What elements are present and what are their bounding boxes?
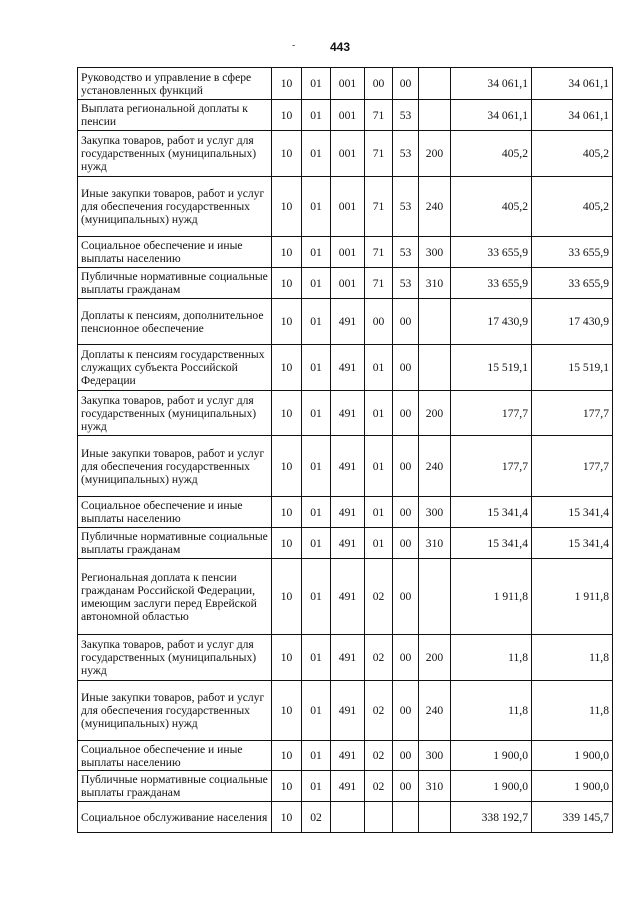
row-name-cell: Публичные нормативные социальные выплаты гражданам — [78, 771, 272, 802]
section-code-cell: 10 — [272, 559, 302, 635]
subsection-code-cell: 01 — [302, 681, 331, 741]
amount-2-cell: 11,8 — [532, 681, 613, 741]
section-code-cell: 10 — [272, 681, 302, 741]
table-row — [78, 68, 613, 100]
target-article-code-1-cell: 491 — [331, 681, 365, 741]
row-name-cell: Выплата региональной доплаты к пенсии — [78, 100, 272, 131]
row-name-cell: Социальное обеспечение и иные выплаты населению — [78, 497, 272, 528]
expense-type-code-cell: 300 — [419, 237, 451, 268]
expense-type-code-cell: 200 — [419, 635, 451, 681]
section-code-cell: 10 — [272, 802, 302, 833]
expense-type-code-cell — [419, 345, 451, 391]
amount-1-cell: 33 655,9 — [451, 268, 532, 299]
expense-type-code-cell: 300 — [419, 741, 451, 771]
target-article-code-2-cell: 00 — [365, 68, 393, 100]
target-article-code-2-cell — [365, 802, 393, 833]
amount-1-cell: 33 655,9 — [451, 237, 532, 268]
target-article-code-1-cell: 491 — [331, 741, 365, 771]
target-article-code-3-cell: 00 — [393, 771, 419, 802]
target-article-code-2-cell: 02 — [365, 559, 393, 635]
amount-1-cell: 17 430,9 — [451, 299, 532, 345]
target-article-code-1-cell: 491 — [331, 299, 365, 345]
expense-type-code-cell: 240 — [419, 681, 451, 741]
target-article-code-1-cell: 001 — [331, 100, 365, 131]
subsection-code-cell: 01 — [302, 771, 331, 802]
target-article-code-1-cell — [331, 802, 365, 833]
table-row — [78, 559, 613, 635]
subsection-code-cell: 01 — [302, 177, 331, 237]
subsection-code-cell: 01 — [302, 131, 331, 177]
amount-1-cell: 405,2 — [451, 177, 532, 237]
amount-2-cell: 15 341,4 — [532, 497, 613, 528]
target-article-code-3-cell: 00 — [393, 68, 419, 100]
row-name-cell: Доплаты к пенсиям, дополнительное пенсионное обеспечение — [78, 299, 272, 345]
subsection-code-cell: 01 — [302, 528, 331, 559]
target-article-code-1-cell: 491 — [331, 771, 365, 802]
subsection-code-cell: 01 — [302, 268, 331, 299]
amount-1-cell: 177,7 — [451, 436, 532, 497]
subsection-code-cell: 01 — [302, 345, 331, 391]
target-article-code-2-cell: 00 — [365, 299, 393, 345]
target-article-code-3-cell: 00 — [393, 635, 419, 681]
section-code-cell: 10 — [272, 497, 302, 528]
target-article-code-3-cell: 53 — [393, 177, 419, 237]
target-article-code-2-cell: 71 — [365, 268, 393, 299]
amount-2-cell: 1 900,0 — [532, 771, 613, 802]
table-row — [78, 268, 613, 299]
amount-2-cell: 405,2 — [532, 177, 613, 237]
section-code-cell: 10 — [272, 741, 302, 771]
expense-type-code-cell: 310 — [419, 771, 451, 802]
amount-2-cell: 177,7 — [532, 391, 613, 436]
amount-2-cell: 339 145,7 — [532, 802, 613, 833]
section-code-cell: 10 — [272, 299, 302, 345]
amount-1-cell: 15 519,1 — [451, 345, 532, 391]
table-row — [78, 635, 613, 681]
section-code-cell: 10 — [272, 68, 302, 100]
section-code-cell: 10 — [272, 771, 302, 802]
target-article-code-1-cell: 001 — [331, 131, 365, 177]
table-row — [78, 802, 613, 833]
row-name-cell: Иные закупки товаров, работ и услуг для обеспечения государственных (муниципальных) нужд — [78, 436, 272, 497]
section-code-cell: 10 — [272, 131, 302, 177]
section-code-cell: 10 — [272, 100, 302, 131]
amount-2-cell: 15 519,1 — [532, 345, 613, 391]
table-row — [78, 528, 613, 559]
amount-2-cell: 34 061,1 — [532, 68, 613, 100]
expense-type-code-cell: 310 — [419, 268, 451, 299]
amount-2-cell: 11,8 — [532, 635, 613, 681]
amount-2-cell: 34 061,1 — [532, 100, 613, 131]
table-row — [78, 771, 613, 802]
table-row — [78, 436, 613, 497]
target-article-code-2-cell: 01 — [365, 497, 393, 528]
target-article-code-3-cell: 00 — [393, 436, 419, 497]
amount-1-cell: 1 900,0 — [451, 741, 532, 771]
expense-type-code-cell — [419, 802, 451, 833]
target-article-code-2-cell: 01 — [365, 345, 393, 391]
target-article-code-2-cell: 71 — [365, 237, 393, 268]
target-article-code-3-cell: 00 — [393, 741, 419, 771]
section-code-cell: 10 — [272, 436, 302, 497]
target-article-code-1-cell: 491 — [331, 528, 365, 559]
target-article-code-3-cell: 00 — [393, 391, 419, 436]
amount-2-cell: 33 655,9 — [532, 237, 613, 268]
expense-type-code-cell — [419, 100, 451, 131]
target-article-code-1-cell: 491 — [331, 559, 365, 635]
target-article-code-1-cell: 001 — [331, 237, 365, 268]
amount-1-cell: 15 341,4 — [451, 497, 532, 528]
amount-1-cell: 1 900,0 — [451, 771, 532, 802]
row-name-cell: Социальное обслуживание населения — [78, 802, 272, 833]
subsection-code-cell: 01 — [302, 68, 331, 100]
amount-1-cell: 177,7 — [451, 391, 532, 436]
target-article-code-3-cell — [393, 802, 419, 833]
subsection-code-cell: 01 — [302, 497, 331, 528]
target-article-code-3-cell: 53 — [393, 237, 419, 268]
expense-type-code-cell: 300 — [419, 497, 451, 528]
table-row — [78, 100, 613, 131]
amount-1-cell: 34 061,1 — [451, 68, 532, 100]
target-article-code-2-cell: 02 — [365, 741, 393, 771]
table-row — [78, 345, 613, 391]
target-article-code-1-cell: 491 — [331, 635, 365, 681]
target-article-code-3-cell: 00 — [393, 528, 419, 559]
target-article-code-3-cell: 00 — [393, 559, 419, 635]
section-code-cell: 10 — [272, 391, 302, 436]
target-article-code-3-cell: 00 — [393, 299, 419, 345]
row-name-cell: Доплаты к пенсиям государственных служащих субъекта Российской Федерации — [78, 345, 272, 391]
target-article-code-3-cell: 00 — [393, 497, 419, 528]
target-article-code-2-cell: 02 — [365, 635, 393, 681]
table-row — [78, 681, 613, 741]
section-code-cell: 10 — [272, 528, 302, 559]
target-article-code-1-cell: 001 — [331, 68, 365, 100]
target-article-code-1-cell: 491 — [331, 391, 365, 436]
amount-1-cell: 15 341,4 — [451, 528, 532, 559]
row-name-cell: Публичные нормативные социальные выплаты гражданам — [78, 268, 272, 299]
subsection-code-cell: 01 — [302, 635, 331, 681]
amount-2-cell: 1 900,0 — [532, 741, 613, 771]
target-article-code-3-cell: 00 — [393, 681, 419, 741]
row-name-cell: Закупка товаров, работ и услуг для государственных (муниципальных) нужд — [78, 391, 272, 436]
section-code-cell: 10 — [272, 635, 302, 681]
target-article-code-2-cell: 01 — [365, 528, 393, 559]
amount-2-cell: 17 430,9 — [532, 299, 613, 345]
subsection-code-cell: 01 — [302, 299, 331, 345]
amount-1-cell: 11,8 — [451, 681, 532, 741]
table-row — [78, 497, 613, 528]
budget-table-body — [78, 68, 613, 833]
table-row — [78, 391, 613, 436]
target-article-code-3-cell: 53 — [393, 131, 419, 177]
row-name-cell: Иные закупки товаров, работ и услуг для обеспечения государственных (муниципальных) нужд — [78, 681, 272, 741]
amount-2-cell: 177,7 — [532, 436, 613, 497]
subsection-code-cell: 01 — [302, 741, 331, 771]
target-article-code-1-cell: 491 — [331, 436, 365, 497]
table-row — [78, 131, 613, 177]
amount-2-cell: 15 341,4 — [532, 528, 613, 559]
expense-type-code-cell: 200 — [419, 131, 451, 177]
section-code-cell: 10 — [272, 237, 302, 268]
target-article-code-2-cell: 01 — [365, 391, 393, 436]
row-name-cell: Социальное обеспечение и иные выплаты населению — [78, 237, 272, 268]
row-name-cell: Иные закупки товаров, работ и услуг для обеспечения государственных (муниципальных) нужд — [78, 177, 272, 237]
expense-type-code-cell: 240 — [419, 177, 451, 237]
row-name-cell: Закупка товаров, работ и услуг для государственных (муниципальных) нужд — [78, 131, 272, 177]
section-code-cell: 10 — [272, 268, 302, 299]
amount-1-cell: 11,8 — [451, 635, 532, 681]
expense-type-code-cell — [419, 68, 451, 100]
amount-2-cell: 405,2 — [532, 131, 613, 177]
subsection-code-cell: 01 — [302, 237, 331, 268]
target-article-code-2-cell: 71 — [365, 131, 393, 177]
expense-type-code-cell: 200 — [419, 391, 451, 436]
row-name-cell: Региональная доплата к пенсии гражданам Российской Федерации, имеющим заслуги перед Еврейской автономной областью — [78, 559, 272, 635]
target-article-code-1-cell: 001 — [331, 177, 365, 237]
target-article-code-1-cell: 491 — [331, 497, 365, 528]
target-article-code-3-cell: 53 — [393, 268, 419, 299]
target-article-code-2-cell: 71 — [365, 177, 393, 237]
target-article-code-2-cell: 02 — [365, 681, 393, 741]
section-code-cell: 10 — [272, 177, 302, 237]
expense-type-code-cell: 240 — [419, 436, 451, 497]
row-name-cell: Публичные нормативные социальные выплаты гражданам — [78, 528, 272, 559]
page-number: 443 — [329, 40, 351, 54]
target-article-code-2-cell: 02 — [365, 771, 393, 802]
page-mark: - — [292, 40, 296, 51]
amount-1-cell: 405,2 — [451, 131, 532, 177]
amount-2-cell: 1 911,8 — [532, 559, 613, 635]
target-article-code-2-cell: 01 — [365, 436, 393, 497]
target-article-code-3-cell: 53 — [393, 100, 419, 131]
budget-table — [77, 67, 613, 833]
subsection-code-cell: 01 — [302, 100, 331, 131]
table-row — [78, 299, 613, 345]
section-code-cell: 10 — [272, 345, 302, 391]
target-article-code-2-cell: 71 — [365, 100, 393, 131]
subsection-code-cell: 01 — [302, 391, 331, 436]
expense-type-code-cell — [419, 559, 451, 635]
table-row — [78, 741, 613, 771]
amount-1-cell: 338 192,7 — [451, 802, 532, 833]
row-name-cell: Закупка товаров, работ и услуг для государственных (муниципальных) нужд — [78, 635, 272, 681]
amount-2-cell: 33 655,9 — [532, 268, 613, 299]
expense-type-code-cell — [419, 299, 451, 345]
table-row — [78, 177, 613, 237]
subsection-code-cell: 01 — [302, 436, 331, 497]
target-article-code-1-cell: 491 — [331, 345, 365, 391]
subsection-code-cell: 02 — [302, 802, 331, 833]
table-row — [78, 237, 613, 268]
amount-1-cell: 34 061,1 — [451, 100, 532, 131]
target-article-code-3-cell: 00 — [393, 345, 419, 391]
expense-type-code-cell: 310 — [419, 528, 451, 559]
amount-1-cell: 1 911,8 — [451, 559, 532, 635]
target-article-code-1-cell: 001 — [331, 268, 365, 299]
row-name-cell: Социальное обеспечение и иные выплаты населению — [78, 741, 272, 771]
row-name-cell: Руководство и управление в сфере установленных функций — [78, 68, 272, 100]
subsection-code-cell: 01 — [302, 559, 331, 635]
